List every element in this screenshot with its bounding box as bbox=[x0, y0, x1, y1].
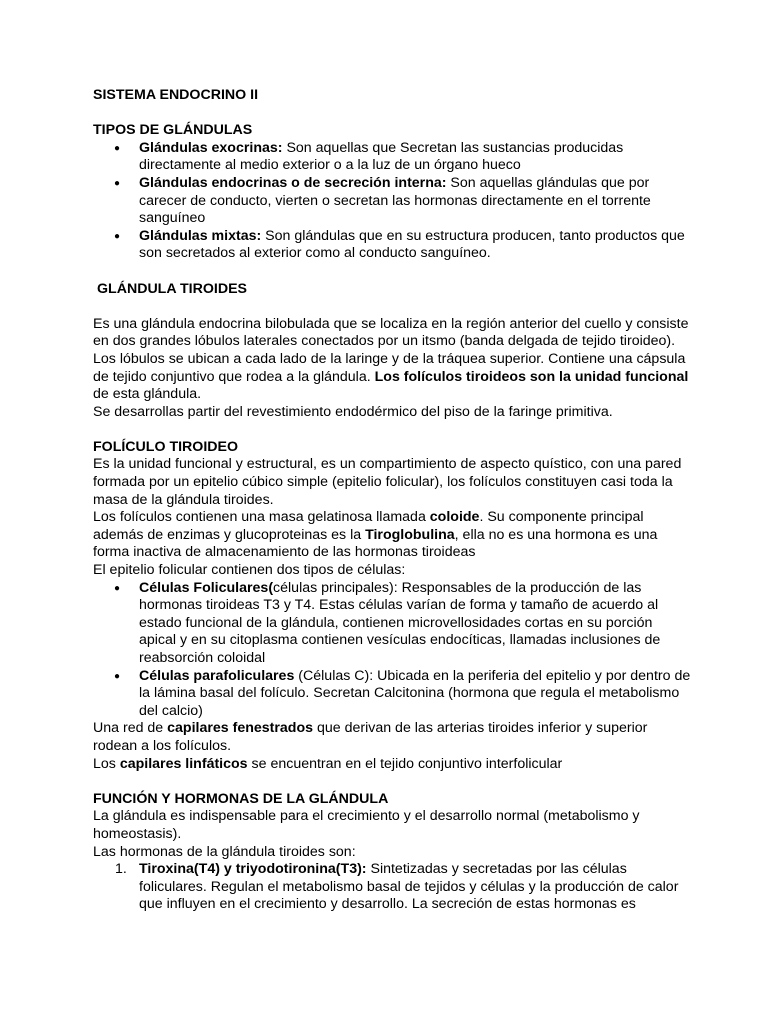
list-item bbox=[93, 140, 693, 175]
foliculo-paragraph-3: El epitelio folicular contienen dos tipos de células: bbox=[93, 562, 406, 579]
document-title: SISTEMA ENDOCRINO II bbox=[93, 87, 259, 103]
emphasis: Tiroglobulina bbox=[365, 526, 455, 543]
definition: Son aquellas que Secretan las sustancias producidas directamente al medio exterior o a la luz de un órgano hueco bbox=[139, 139, 624, 174]
term: Células Foliculares( bbox=[139, 579, 274, 596]
emphasis: capilares fenestrados bbox=[167, 720, 314, 737]
text: Es una glándula endocrina bilobulada que se localiza en la región anterior del cuello y consiste en dos grandes lóbulos laterales conectados por un itsmo (banda delgada de tejido tiroideo). Los lóbulos se ubican a cada lado de la laringe y de la tráquea superior. Contiene una cápsula de tejido conjuntivo que rodea a la glándula. bbox=[93, 315, 689, 385]
text: Los bbox=[93, 755, 120, 772]
foliculo-paragraph: Es la unidad funcional y estructural, es un compartimiento de aspecto quístico, con una pared formada por un epitelio cúbico simple (epitelio folicular), los folículos constituyen casi toda la masa de la glándula tiroides. bbox=[93, 456, 682, 508]
text: que derivan de las arterias tiroides inferior y superior rodean a los folículos. bbox=[93, 720, 648, 754]
definition: (Células C): Ubicada en la periferia del epitelio y por dentro de la lámina basal del folículo. Secretan Calcitonina (hormona que regula el metabolismo del calcio) bbox=[139, 667, 691, 719]
emphasis: Los folículos tiroideos son la unidad funcional bbox=[374, 368, 689, 385]
text: de esta glándula. bbox=[93, 386, 202, 403]
document-content bbox=[93, 87, 693, 914]
item-number: 1. bbox=[115, 861, 127, 878]
emphasis: coloide bbox=[429, 509, 480, 526]
hormonas-list bbox=[93, 861, 693, 914]
list-item bbox=[93, 228, 693, 263]
tiroides-heading: GLÁNDULA TIROIDES bbox=[97, 280, 248, 297]
list-item bbox=[93, 580, 693, 668]
tiroides-paragraph bbox=[93, 316, 693, 404]
tiroides-paragraph-2: Se desarrollas partir del revestimiento endodérmico del piso de la faringe primitiva. bbox=[93, 403, 613, 420]
celulas-list bbox=[93, 580, 693, 721]
definition: células principales): Responsables de la producción de las hormonas tiroideas T3 y T4. Estas células varían de forma y tamaño de acuerdo al estado funcional de la glándula, contienen microvellosidades cortas en su porción apical y en su citoplasma contienen vesículas endocíticas, llamadas inclusiones de reabsorción coloidal bbox=[139, 579, 661, 666]
definition: Sintetizadas y secretadas por las células foliculares. Regulan el metabolismo basal de tejidos y células y la producción de calor que influyen en el crecimiento y desarrollo. La secreción de estas hormonas es bbox=[139, 861, 679, 913]
funcion-heading: FUNCIÓN Y HORMONAS DE LA GLÁNDULA bbox=[93, 790, 389, 807]
tipos-list bbox=[93, 140, 693, 263]
text: , ella no es una hormona es una forma inactiva de almacenamiento de las hormonas tiroideas bbox=[93, 526, 658, 561]
foliculo-heading: FOLÍCULO TIROIDEO bbox=[93, 438, 239, 455]
list-item bbox=[93, 861, 693, 914]
foliculo-paragraph-5 bbox=[93, 756, 693, 774]
term: Tiroxina(T4) y triyodotironina(T3): bbox=[139, 861, 367, 878]
term: Glándulas mixtas: bbox=[139, 227, 262, 244]
emphasis: capilares linfáticos bbox=[119, 755, 248, 772]
tipos-heading: TIPOS DE GLÁNDULAS bbox=[93, 122, 253, 139]
text: Los folículos contienen una masa gelatinosa llamada bbox=[93, 509, 430, 526]
definition: Son aquellas glándulas que por carecer de conducto, vierten o secretan las hormonas directamente en el torrente sanguíneo bbox=[139, 174, 651, 227]
list-item bbox=[93, 175, 693, 228]
funcion-paragraph-2: Las hormonas de la glándula tiroides son: bbox=[93, 843, 356, 860]
foliculo-paragraph-4 bbox=[93, 720, 693, 755]
list-item bbox=[93, 668, 693, 721]
foliculo-paragraph-2 bbox=[93, 509, 693, 562]
text: Una red de bbox=[93, 720, 168, 737]
definition: Son glándulas que en su estructura producen, tanto productos que son secretados al exterior como al conducto sanguíneo. bbox=[139, 227, 685, 262]
text: . Su componente principal además de enzimas y glucoproteinas es la bbox=[93, 509, 644, 543]
term: Glándulas endocrinas o de secreción interna: bbox=[139, 174, 447, 191]
funcion-paragraph: La glándula es indispensable para el crecimiento y el desarrollo normal (metabolismo y homeostasis). bbox=[93, 808, 640, 842]
term: Glándulas exocrinas: bbox=[139, 139, 283, 156]
text: se encuentran en el tejido conjuntivo interfolicular bbox=[247, 755, 563, 772]
term: Células parafoliculares bbox=[139, 667, 295, 684]
